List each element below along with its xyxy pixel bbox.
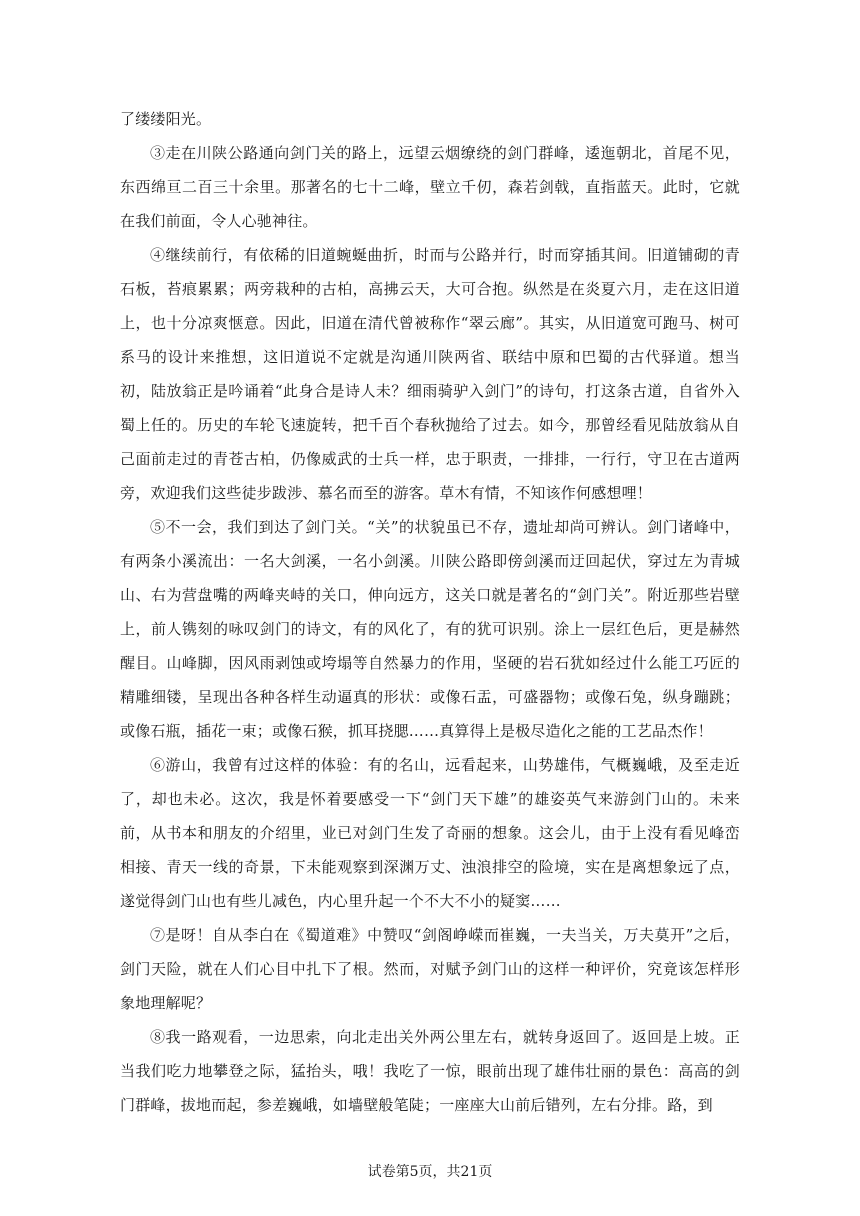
paragraph-7: ⑦是呀！自从李白在《蜀道难》中赞叹“剑阁峥嵘而崔巍，一夫当关，万夫莫开”之后，剑门天险，就在人们心目中扎下了根。然而，对赋予剑门山的这样一种评价，究竟该怎样形象地理解呢？ xyxy=(120,926,740,1012)
paragraph-8: ⑧我一路观看，一边思索，向北走出关外两公里左右，就转身返回了。返回是上坡。正当我们吃力地攀登之际，猛抬头，哦！我吃了一惊，眼前出现了雄伟壮丽的景色：高高的剑门群峰，拔地而起，参差巍峨，如墙壁般笔陡；一座座大山前后错列，左右分排。路，到 xyxy=(120,1028,740,1114)
paragraph-3: ③走在川陕公路通向剑门关的路上，远望云烟缭绕的剑门群峰，逶迤朝北，首尾不见，东西绵亘二百三十余里。那著名的七十二峰，壁立千仞，森若剑戟，直指蓝天。此时，它就在我们前面，令人心驰神往。 xyxy=(120,144,740,230)
paragraph-6: ⑥游山，我曾有过这样的体验：有的名山，远看起来，山势雄伟，气概巍峨，及至走近了，却也未必。这次，我是怀着要感受一下“剑门天下雄”的雄姿英气来游剑门山的。未来前，从书本和朋友的介绍里，业已对剑门生发了奇丽的想象。这会儿，由于上没有看见峰峦相接、青天一线的奇景，下未能观察到深渊万丈、浊浪排空的险境，实在是离想象远了点，遂觉得剑门山也有些儿减色，内心里升起一个不大不小的疑窦…… xyxy=(120,756,740,910)
paragraph-continuation: 了缕缕阳光。 xyxy=(120,110,212,128)
page-number-footer: 试卷第5页，共21页 xyxy=(367,1164,493,1180)
paragraph-5: ⑤不一会，我们到达了剑门关。“关”的状貌虽已不存，遗址却尚可辨认。剑门诸峰中，有两条小溪流出：一名大剑溪，一名小剑溪。川陕公路即傍剑溪而迂回起伏，穿过左为青城山、右为营盘嘴的两峰夹峙的关口，伸向远方，这关口就是著名的“剑门关”。附近那些岩壁上，前人镌刻的咏叹剑门的诗文，有的风化了，有的犹可识别。涂上一层红色后，更是赫然醒目。山峰脚，因风雨剥蚀或垮塌等自然暴力的作用，坚硬的岩石犹如经过什么能工巧匠的精雕细镂，呈现出各种各样生动逼真的形状：或像石盂，可盛器物；或像石兔，纵身蹦跳；或像石瓶，插花一束；或像石猴，抓耳挠腮……真算得上是极尽造化之能的工艺品杰作！ xyxy=(120,518,740,740)
paragraph-4: ④继续前行，有依稀的旧道蜿蜒曲折，时而与公路并行，时而穿插其间。旧道铺砌的青石板，苔痕累累；两旁栽种的古柏，高拂云天，大可合抱。纵然是在炎夏六月，走在这旧道上，也十分凉爽惬意。因此，旧道在清代曾被称作“翠云廊”。其实，从旧道宽可跑马、树可系马的设计来推想，这旧道说不定就是沟通川陕两省、联结中原和巴蜀的古代驿道。想当初，陆放翁正是吟诵着“此身合是诗人未？细雨骑驴入剑门”的诗句，打这条古道，自省外入蜀上任的。历史的车轮飞速旋转，把千百个春秋抛给了过去。如今，那曾经看见陆放翁从自己面前走过的青苍古柏，仍像威武的士兵一样，忠于职责，一排排，一行行，守卫在古道两旁，欢迎我们这些徒步跋涉、慕名而至的游客。草木有情，不知该作何感想哩！ xyxy=(120,246,740,502)
document-body xyxy=(120,102,740,1122)
